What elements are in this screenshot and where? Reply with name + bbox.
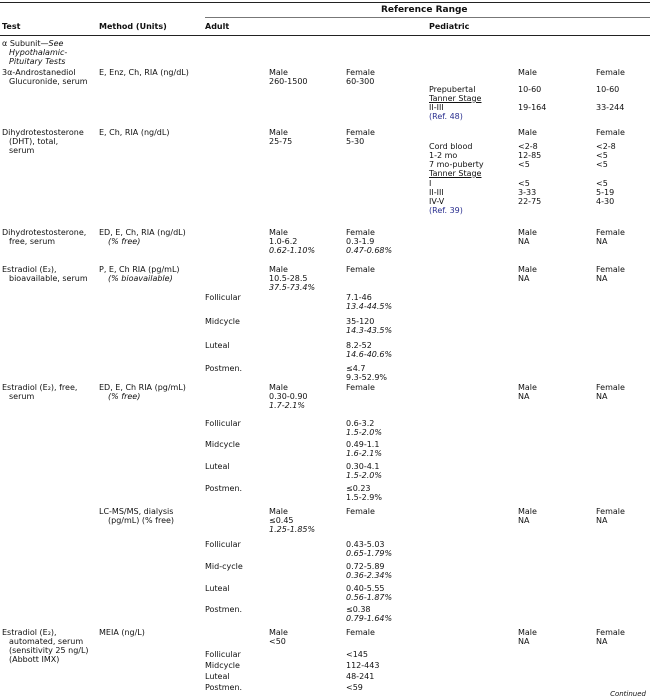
phase-label: Midcycle <box>205 661 240 670</box>
ped-male-value: <5 <box>518 179 530 188</box>
adult-female-label: Female <box>346 628 375 637</box>
phase-value: 48-241 <box>346 672 375 681</box>
ped-female-value: NA <box>596 237 608 246</box>
phase-value: <59 <box>346 683 363 692</box>
col-test-heading: Test <box>2 22 21 31</box>
test-name-2: bioavailable, serum <box>9 274 88 283</box>
phase-label: Luteal <box>205 341 230 350</box>
adult-male-value: 260-1500 <box>269 77 308 86</box>
phase-percent: 0.65-1.79% <box>346 549 393 558</box>
phase-label: Postmen. <box>205 605 243 614</box>
ped-female-value: NA <box>596 637 608 646</box>
phase-percent: 1.5-2.0% <box>346 428 382 437</box>
alpha-subunit-link: Hypothalamic- <box>9 48 68 57</box>
ped-male-value: 10-60 <box>518 85 542 94</box>
col-adult-heading: Adult <box>205 22 230 31</box>
adult-male-label: Male <box>269 128 288 137</box>
method: LC-MS/MS, dialysis <box>99 507 174 516</box>
method-2: (% bioavailable) <box>108 274 173 283</box>
ped-female-value: 10-60 <box>596 85 620 94</box>
adult-male-percent: 37.5-73.4% <box>269 283 316 292</box>
test-name: Dihydrotestosterone, <box>2 228 87 237</box>
test-name-2: Glucuronide, serum <box>9 77 88 86</box>
col-method-heading: Method (Units) <box>99 22 167 31</box>
ped-male-value: NA <box>518 392 530 401</box>
method: ED, E, Ch, RIA (ng/dL) <box>99 228 186 237</box>
reference-range-heading: Reference Range <box>381 5 468 15</box>
ped-female-label: Female <box>596 628 625 637</box>
phase-value: <145 <box>346 650 368 659</box>
phase-value: 35-120 <box>346 317 375 326</box>
ped-female-label: Female <box>596 68 625 77</box>
ped-tanner-label: Tanner Stage <box>429 169 482 178</box>
col-pediatric-heading: Pediatric <box>429 22 470 31</box>
method-2: (% free) <box>108 392 141 401</box>
ref-link[interactable]: (Ref. 39) <box>429 206 463 215</box>
phase-percent: 1.5-2.0% <box>346 471 382 480</box>
ped-stage-label: II-III <box>429 188 444 197</box>
phase-percent: 1.5-2.9% <box>346 493 382 502</box>
alpha-subunit-label: α Subunit— <box>2 39 49 48</box>
adult-male-label: Male <box>269 265 288 274</box>
test-name: Estradiol (E₂), <box>2 265 57 274</box>
ped-male-label: Male <box>518 507 537 516</box>
phase-percent: 14.6-40.6% <box>346 350 393 359</box>
phase-percent: 14.3-43.5% <box>346 326 393 335</box>
adult-female-label: Female <box>346 507 375 516</box>
phase-value: 0.30-4.1 <box>346 462 380 471</box>
ped-female-value: <5 <box>596 160 608 169</box>
phase-label: Luteal <box>205 672 230 681</box>
adult-male-value: 10.5-28.5 <box>269 274 308 283</box>
adult-female-label: Female <box>346 68 375 77</box>
method: E, Ch, RIA (ng/dL) <box>99 128 170 137</box>
ped-female-value: <5 <box>596 179 608 188</box>
phase-value: 0.72-5.89 <box>346 562 385 571</box>
method: P, E, Ch RIA (pg/mL) <box>99 265 180 274</box>
ped-male-value: NA <box>518 637 530 646</box>
adult-female-label: Female <box>346 265 375 274</box>
ped-tanner-label: Tanner Stage <box>429 94 482 103</box>
ped-stage-label: IV-V <box>429 197 445 206</box>
test-name: Estradiol (E₂), <box>2 628 57 637</box>
test-name-2: free, serum <box>9 237 56 246</box>
phase-label: Follicular <box>205 540 241 549</box>
ped-male-label: Male <box>518 628 537 637</box>
method-2: (% free) <box>108 237 141 246</box>
ped-female-value: 5-19 <box>596 188 615 197</box>
phase-label: Postmen. <box>205 484 243 493</box>
adult-male-label: Male <box>269 628 288 637</box>
top-rule <box>0 2 650 3</box>
test-name: Estradiol (E₂), free, <box>2 383 78 392</box>
ped-male-value: <5 <box>518 160 530 169</box>
ped-male-value: NA <box>518 274 530 283</box>
ped-female-value: 4-30 <box>596 197 615 206</box>
ped-male-value: 12-85 <box>518 151 542 160</box>
ped-male-value-2: 19-164 <box>518 103 547 112</box>
ped-stage-label: I <box>429 179 432 188</box>
ped-female-value: <5 <box>596 151 608 160</box>
ped-age-label: 7 mo-puberty <box>429 160 484 169</box>
ped-female-value: NA <box>596 516 608 525</box>
ped-male-label: Male <box>518 383 537 392</box>
adult-male-percent: 1.7-2.1% <box>269 401 305 410</box>
ped-age-label: Cord blood <box>429 142 473 151</box>
test-name: Dihydrotestosterone <box>2 128 84 137</box>
adult-male-percent: 0.62-1.10% <box>269 246 316 255</box>
ped-male-label: Male <box>518 128 537 137</box>
adult-male-label: Male <box>269 507 288 516</box>
test-name-3: (sensitivity 25 ng/L) <box>9 646 89 655</box>
method: ED, E, Ch RIA (pg/mL) <box>99 383 186 392</box>
continued-note: Continued <box>610 690 646 698</box>
ped-label: Prepubertal <box>429 85 476 94</box>
ped-male-label: Male <box>518 265 537 274</box>
header-rule <box>0 35 650 36</box>
adult-female-label: Female <box>346 228 375 237</box>
phase-value: 7.1-46 <box>346 293 372 302</box>
test-name-2: automated, serum <box>9 637 84 646</box>
ped-female-label: Female <box>596 128 625 137</box>
reference-range-rule <box>205 17 650 18</box>
phase-label: Postmen. <box>205 683 243 692</box>
phase-label: Midcycle <box>205 317 240 326</box>
phase-value: 112-443 <box>346 661 380 670</box>
phase-label: Midcycle <box>205 440 240 449</box>
ped-male-value: NA <box>518 516 530 525</box>
adult-female-value: 5-30 <box>346 137 365 146</box>
ref-link[interactable]: (Ref. 48) <box>429 112 463 121</box>
ped-male-value: NA <box>518 237 530 246</box>
ped-female-value: NA <box>596 392 608 401</box>
phase-label: Luteal <box>205 462 230 471</box>
phase-percent: 1.6-2.1% <box>346 449 382 458</box>
adult-male-value: 0.30-0.90 <box>269 392 308 401</box>
adult-female-label: Female <box>346 128 375 137</box>
ped-male-label: Male <box>518 68 537 77</box>
phase-value: 0.43-5.03 <box>346 540 385 549</box>
ped-female-label: Female <box>596 265 625 274</box>
phase-label: Follicular <box>205 650 241 659</box>
method: E, Enz, Ch, RIA (ng/dL) <box>99 68 189 77</box>
phase-label: Postmen. <box>205 364 243 373</box>
alpha-subunit-link-2: Pituitary Tests <box>9 57 66 66</box>
adult-male-label: Male <box>269 228 288 237</box>
phase-label: Luteal <box>205 584 230 593</box>
adult-male-label: Male <box>269 68 288 77</box>
adult-female-value: 0.3-1.9 <box>346 237 375 246</box>
ped-female-label: Female <box>596 507 625 516</box>
method-2: (pg/mL) (% free) <box>108 516 175 525</box>
ped-male-value: <2-8 <box>518 142 538 151</box>
ped-age-label: 1-2 mo <box>429 151 458 160</box>
test-name-3: serum <box>9 146 35 155</box>
adult-female-percent: 0.47-0.68% <box>346 246 393 255</box>
phase-value: 0.40-5.55 <box>346 584 385 593</box>
test-name-2: serum <box>9 392 35 401</box>
adult-female-value: 60-300 <box>346 77 375 86</box>
phase-label: Follicular <box>205 293 241 302</box>
phase-percent: 0.36-2.34% <box>346 571 393 580</box>
phase-percent: 0.56-1.87% <box>346 593 393 602</box>
phase-value: 8.2-52 <box>346 341 372 350</box>
phase-value: 0.49-1.1 <box>346 440 380 449</box>
phase-label: Mid-cycle <box>205 562 243 571</box>
phase-label: Follicular <box>205 419 241 428</box>
adult-male-value: 1.0-6.2 <box>269 237 298 246</box>
ped-female-value-2: 33-244 <box>596 103 625 112</box>
adult-male-label: Male <box>269 383 288 392</box>
ped-female-label: Female <box>596 228 625 237</box>
adult-female-label: Female <box>346 383 375 392</box>
phase-value: ≤4.7 <box>346 364 366 373</box>
adult-male-value: <50 <box>269 637 286 646</box>
ped-female-value: <2-8 <box>596 142 616 151</box>
adult-male-value: 25-75 <box>269 137 293 146</box>
test-name-4: (Abbott IMX) <box>9 655 60 664</box>
ped-female-label: Female <box>596 383 625 392</box>
test-name: 3α-Androstanediol <box>2 68 76 77</box>
ped-stage-label: II-III <box>429 103 444 112</box>
adult-male-percent: 1.25-1.85% <box>269 525 316 534</box>
ped-male-value: 3-33 <box>518 188 537 197</box>
phase-percent: 9.3-52.9% <box>346 373 388 382</box>
adult-male-value: ≤0.45 <box>269 516 294 525</box>
phase-percent: 0.79-1.64% <box>346 614 393 623</box>
alpha-subunit-see: See <box>48 39 64 48</box>
phase-percent: 13.4-44.5% <box>346 302 393 311</box>
phase-value: ≤0.38 <box>346 605 371 614</box>
phase-value: 0.6-3.2 <box>346 419 375 428</box>
ped-male-value: 22-75 <box>518 197 542 206</box>
phase-value: ≤0.23 <box>346 484 371 493</box>
ped-male-label: Male <box>518 228 537 237</box>
test-name-2: (DHT), total, <box>9 137 59 146</box>
ped-female-value: NA <box>596 274 608 283</box>
method: MEIA (ng/L) <box>99 628 145 637</box>
